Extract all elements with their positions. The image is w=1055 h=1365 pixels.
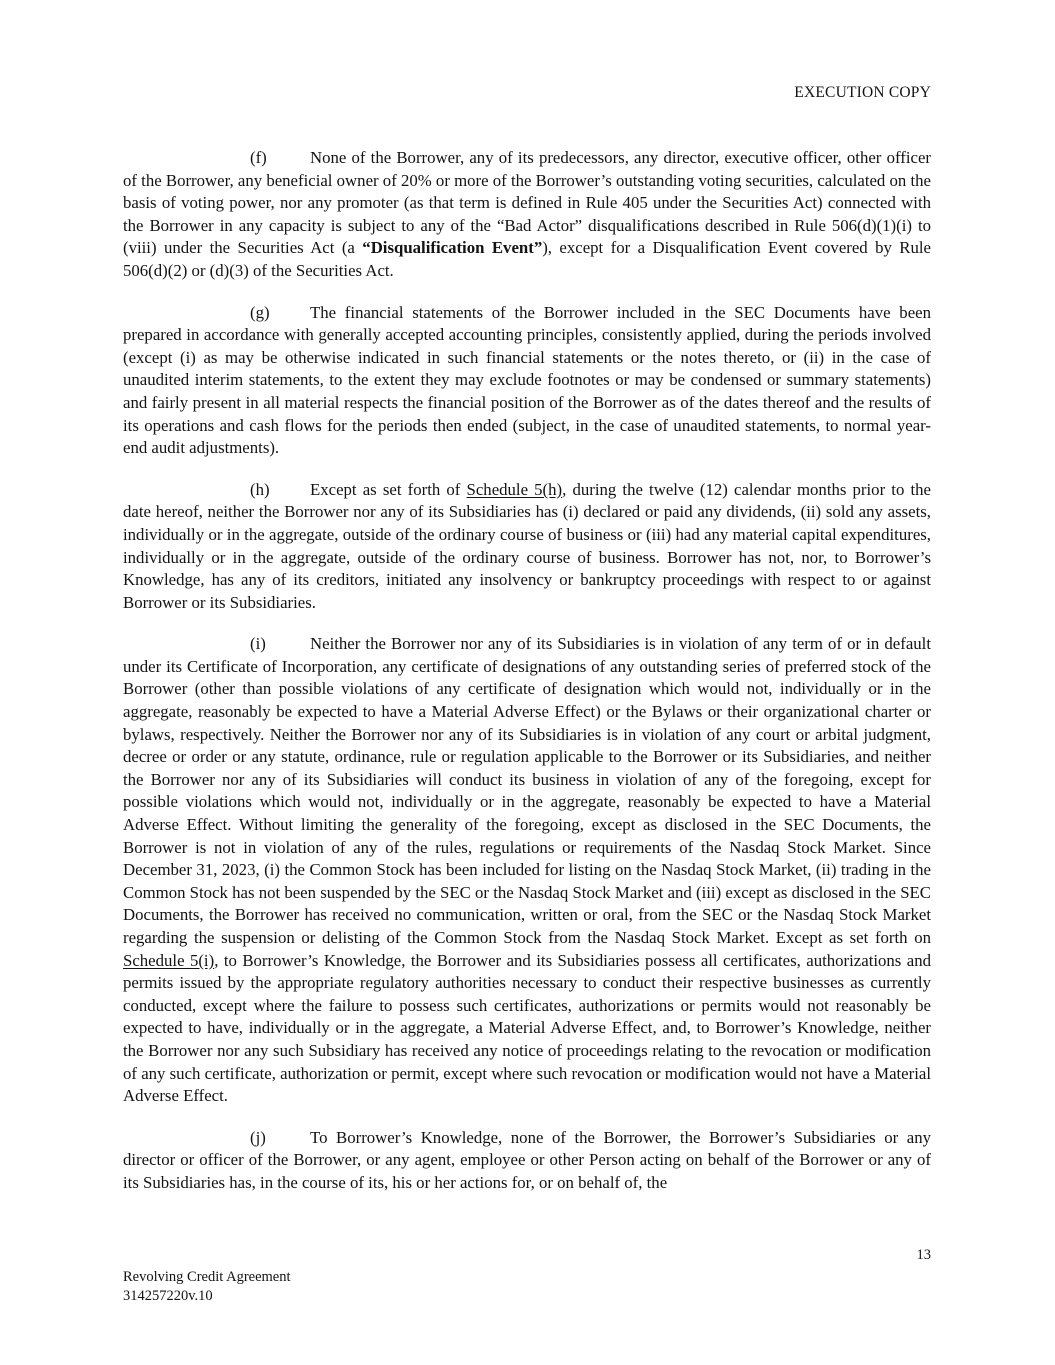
text-run: To Borrower’s Knowledge, none of the Borrower, the Borrower’s Subsidiaries or any director or officer of the Borrower, or any agent, employee or other Person acting on behalf of the Borrower or any of its Subsidiaries has, in the course of its, his or her actions for, or on behalf of, the <box>123 1127 931 1192</box>
paragraph-i <box>123 633 931 1107</box>
text-run: The financial statements of the Borrower included in the SEC Documents have been prepared in accordance with generally accepted accounting principles, consistently applied, during the periods involved (except (i) as may be otherwise indicated in such financial statements or the notes thereto, or (ii) in the case of unaudited interim statements, to the extent they may exclude footnotes or may be condensed or summary statements) and fairly present in all material respects the financial position of the Borrower as of the dates thereof and the results of its operations and cash flows for the periods then ended (subject, in the case of unaudited statements, to normal year-end audit adjustments). <box>123 302 931 458</box>
footer-doc-version: 314257220v.10 <box>123 1288 213 1304</box>
page-number: 13 <box>916 1247 931 1263</box>
paragraph-g <box>123 302 931 460</box>
execution-copy-label: EXECUTION COPY <box>794 84 931 101</box>
paragraph-label: (h) <box>250 479 270 499</box>
paragraph-j <box>123 1127 931 1195</box>
text-run: Neither the Borrower nor any of its Subsidiaries is in violation of any term of or in default under its Certificate of Incorporation, any certificate of designations of any outstanding series of preferred stock of the Borrower (other than possible violations of any certificate of designation which would not, individually or in the aggregate, reasonably be expected to have a Material Adverse Effect) or the Bylaws or their organizational charter or bylaws, respectively. Neither the Borrower nor any of its Subsidiaries is in violation of any court or arbital judgment, decree or order or any statute, ordinance, rule or regulation applicable to the Borrower or its Subsidiaries, and neither the Borrower nor any of its Subsidiaries will conduct its business in violation of any of the foregoing, except for possible violations which would not, individually or in the aggregate, reasonably be expected to have a Material Adverse Effect. Without limiting the generality of the foregoing, except as disclosed in the SEC Documents, the Borrower is not in violation of any of the rules, regulations or requirements of the Nasdaq Stock Market. Since December 31, 2023, (i) the Common Stock has been included for listing on the Nasdaq Stock Market, (ii) trading in the Common Stock has not been suspended by the SEC or the Nasdaq Stock Market and (iii) except as disclosed in the SEC Documents, the Borrower has received no communication, written or oral, from the SEC or the Nasdaq Stock Market regarding the suspension or delisting of the Common Stock from the Nasdaq Stock Market. Except as set forth on <box>123 634 931 947</box>
paragraph-label: (g) <box>250 302 270 322</box>
schedule-reference: Schedule 5(h) <box>466 479 563 499</box>
text-run: ), except for a Disqualification Event covered by Rule 506(d)(2) or (d)(3) of the Securities Act. <box>123 238 932 280</box>
text-run: None of the Borrower, any of its predecessors, any director, executive officer, other officer of the Borrower, any beneficial owner of 20% or more of the Borrower’s outstanding voting securities, calculated on the basis of voting power, nor any promoter (as that term is defined in Rule 405 under the Securities Act) connected with the Borrower in any capacity is subject to any of the “Bad Actor” disqualifications described in Rule 506(d)(1)(i) to (viii) under the Securities Act (a <box>123 148 931 258</box>
defined-term: “Disqualification Event” <box>362 238 543 258</box>
text-run: , during the twelve (12) calendar months prior to the date hereof, neither the Borrower nor any of its Subsidiaries has (i) declared or paid any dividends, (ii) sold any assets, individually or in the aggregate, outside of the ordinary course of business or (iii) had any material capital expenditures, individually or in the aggregate, outside of the ordinary course of business. Borrower has not, nor, to Borrower’s Knowledge, has any of its creditors, initiated any insolvency or bankruptcy proceedings with respect to or against Borrower or its Subsidiaries. <box>123 479 931 612</box>
paragraph-f <box>123 147 931 283</box>
paragraph-label: (f) <box>250 148 267 167</box>
page-footer <box>123 1246 931 1306</box>
paragraph-h <box>123 479 931 615</box>
text-run: , to Borrower’s Knowledge, the Borrower and its Subsidiaries possess all certificates, authorizations and permits issued by the appropriate regulatory authorities necessary to conduct their respective businesses as currently conducted, except where the failure to possess such certificates, authorizations or permits would not reasonably be expected to have, individually or in the aggregate, a Material Adverse Effect, and, to Borrower’s Knowledge, neither the Borrower nor any such Subsidiary has received any notice of proceedings relating to the revocation or modification of any such certificate, authorization or permit, except where such revocation or modification would not have a Material Adverse Effect. <box>123 950 932 1106</box>
document-body <box>123 147 931 1195</box>
footer-doc-title: Revolving Credit Agreement <box>123 1269 291 1285</box>
paragraph-label: (j) <box>250 1127 266 1147</box>
paragraph-label: (i) <box>250 634 266 654</box>
text-run: Except as set forth of <box>310 479 467 499</box>
document-content <box>123 84 931 1214</box>
schedule-reference: Schedule 5(i) <box>123 950 215 970</box>
